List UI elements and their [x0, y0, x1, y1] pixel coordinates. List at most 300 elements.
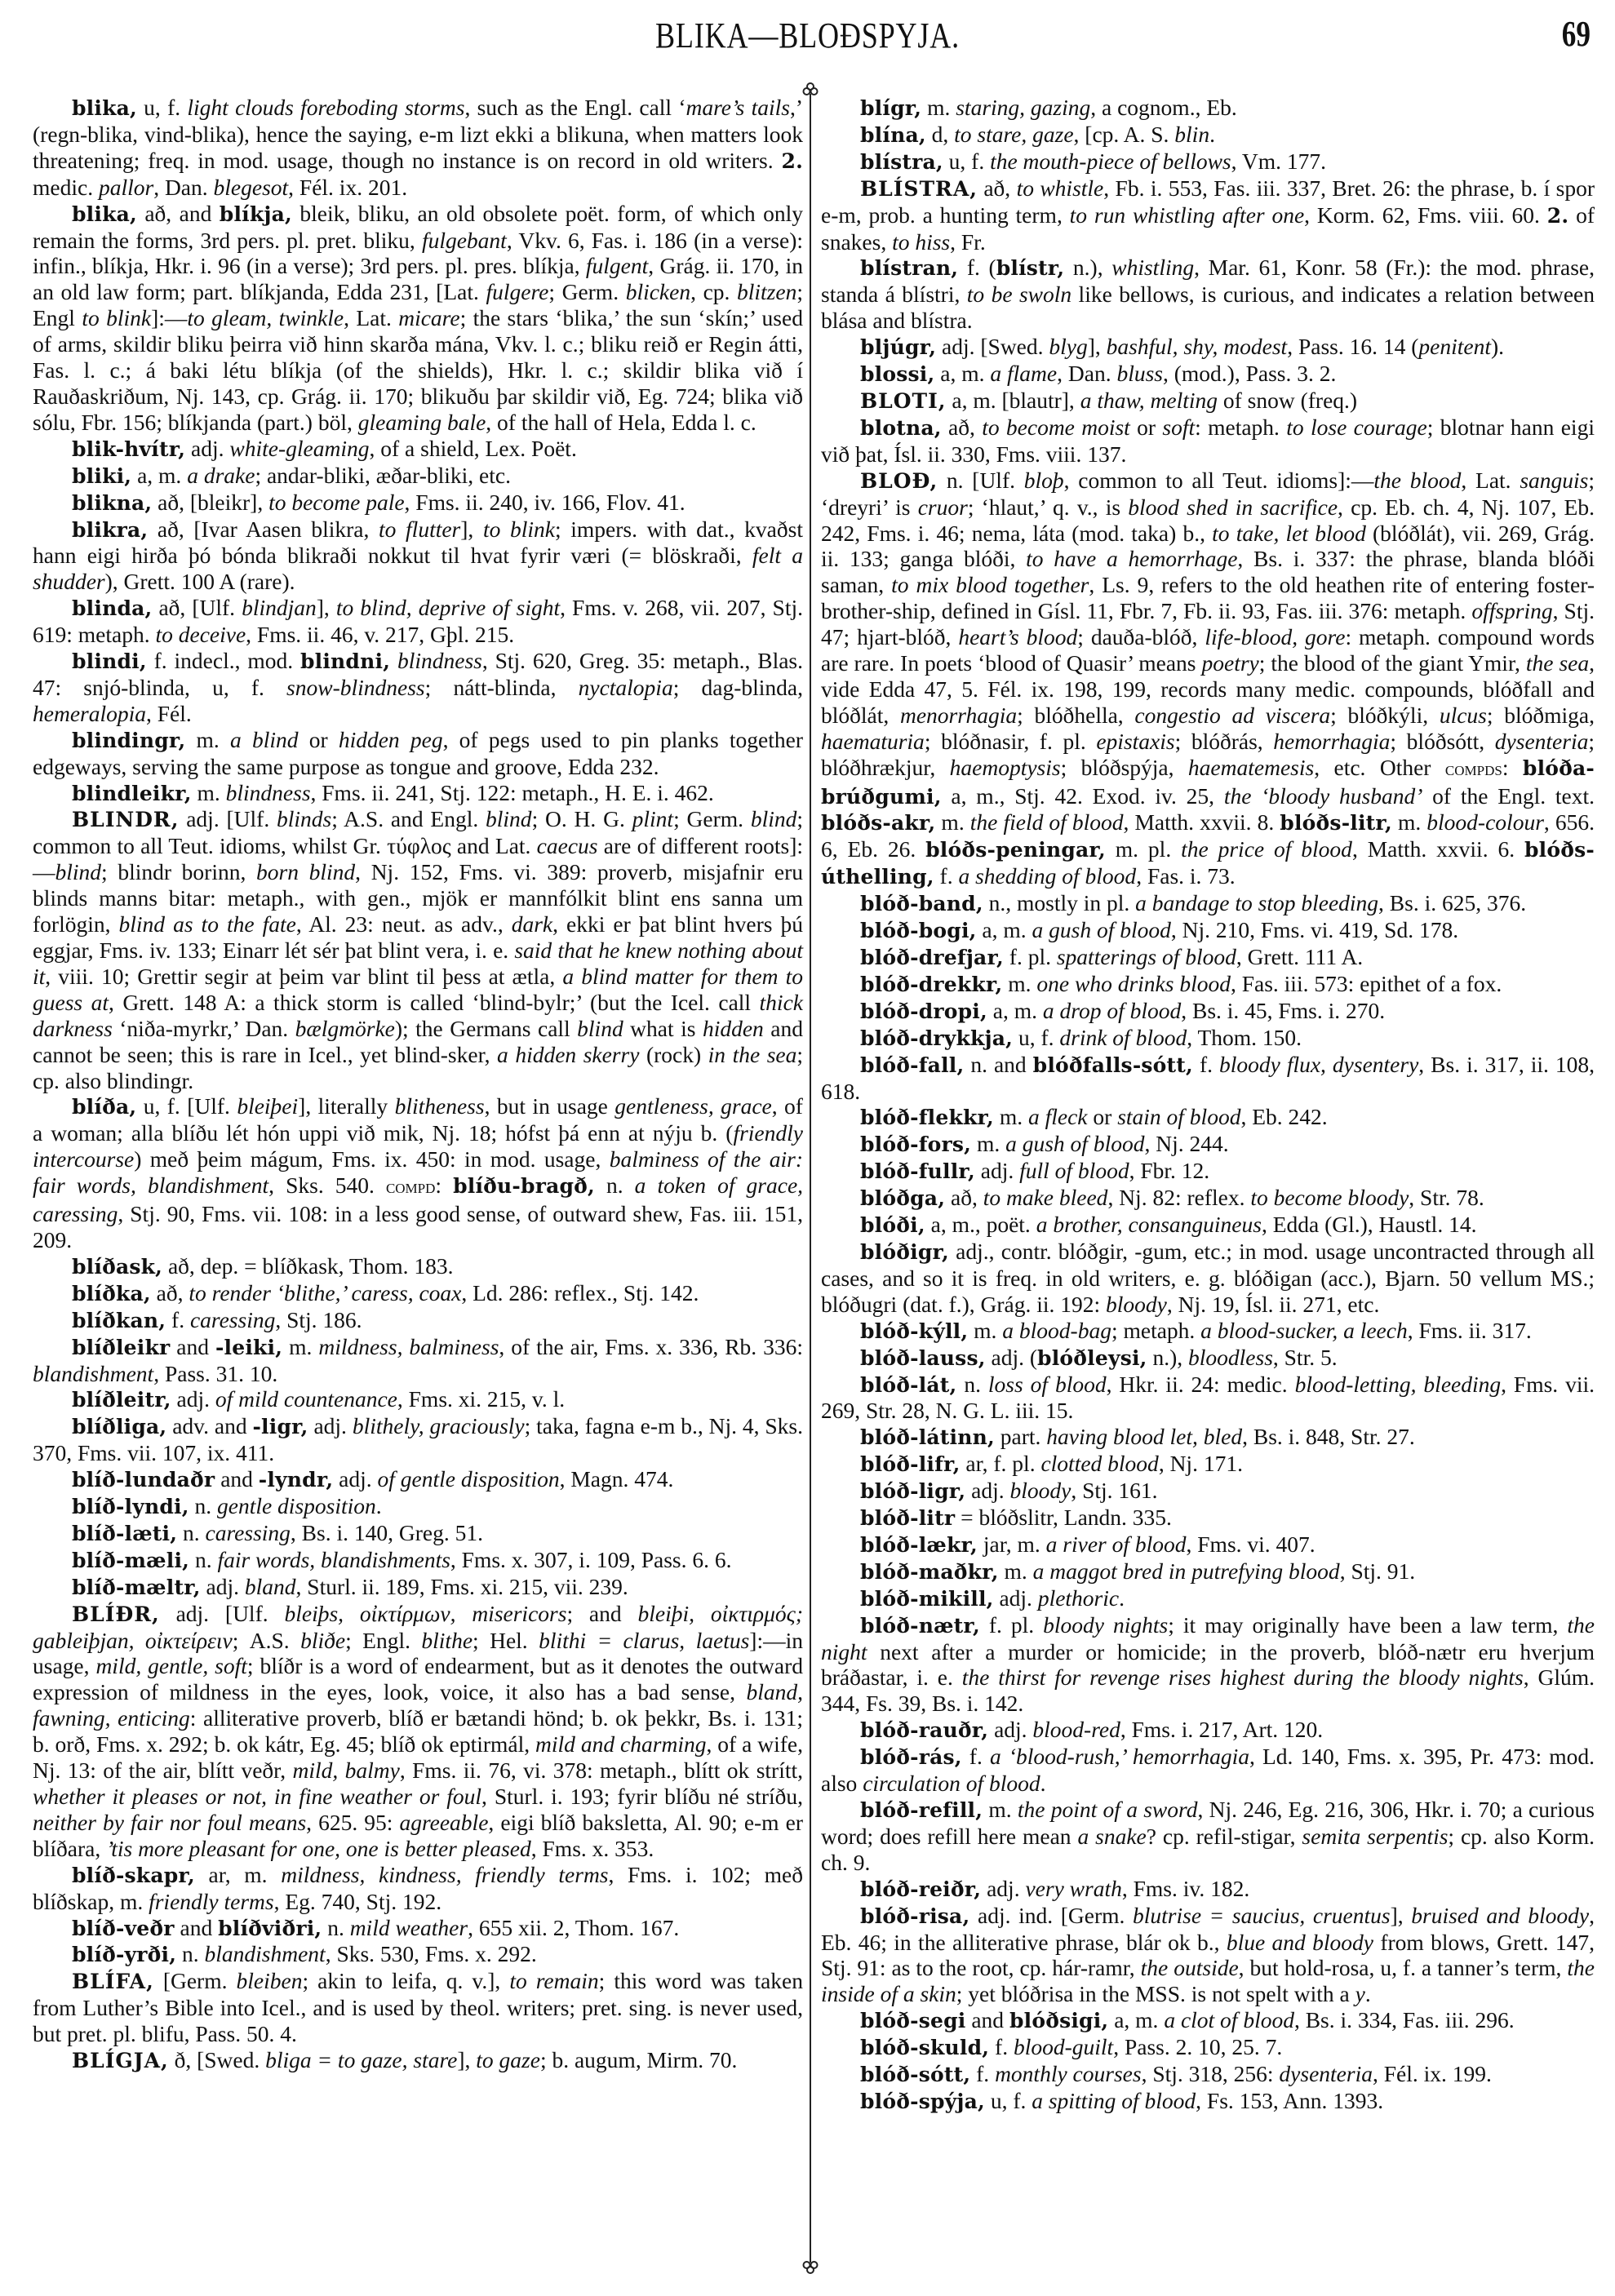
entry-text: : metaph. compound words are rare. In poets ‘blood of Quasir’ means — [821, 624, 1595, 676]
headword: blíð-veðr — [72, 1916, 175, 1940]
entry-text: , Ld. 140, Fms. x. 395, Pr. 473: mod. also — [821, 1744, 1595, 1797]
entry-text: m. — [983, 1797, 1018, 1822]
entry-text: , Glúm. 344, Fs. 39, Bs. i. 142. — [821, 1664, 1595, 1717]
gloss-italic: blutrise = saucius, cruentus — [1133, 1902, 1391, 1928]
entry-text: or — [1087, 1104, 1118, 1130]
entry-text: ; blóðsótt, — [1390, 728, 1495, 754]
headword: blindleikr, — [72, 781, 192, 805]
entry-text: , Fms. iv. 182. — [1121, 1875, 1250, 1901]
dictionary-entry — [821, 1531, 1595, 1558]
dictionary-entry — [821, 890, 1595, 917]
gloss-italic: to run whistling after one — [1069, 202, 1305, 228]
dictionary-entry — [33, 1307, 803, 1334]
entry-text: m. — [921, 95, 956, 120]
entry-text: ; yet blóðrisa in the MSS. is not spelt with a — [956, 1981, 1355, 2007]
gloss-italic: a shedding of blood — [958, 863, 1137, 889]
entry-text: , such as the Engl. call ‘ — [464, 95, 686, 120]
entry-text: or — [1129, 414, 1163, 440]
gloss-italic: hidden — [702, 1015, 764, 1041]
entry-text: [Germ. — [153, 1968, 237, 1994]
entry-text: . — [375, 1493, 382, 1519]
headword: blístra, — [860, 149, 943, 174]
gloss-italic: offspring — [1471, 598, 1553, 624]
gloss-italic: clotted blood — [1040, 1451, 1159, 1477]
entry-text: ; Germ. — [673, 806, 751, 832]
headword: blossi, — [860, 362, 935, 387]
entry-text: ; the blood of the giant Ymir, — [1258, 650, 1526, 676]
gloss-italic: ulcus — [1439, 702, 1487, 728]
entry-text: (rock) — [639, 1041, 708, 1067]
entry-text: ; dag-blinda, — [672, 674, 803, 700]
gloss-italic: blegesot — [213, 174, 289, 200]
entry-text: jar, m. — [977, 1531, 1046, 1557]
gloss-italic: snow-blindness — [286, 674, 425, 700]
gloss-italic: bloody nights — [1043, 1611, 1169, 1638]
gloss-italic: blandishment — [204, 1941, 326, 1967]
gloss-italic: haematuria — [821, 728, 925, 754]
gloss-italic: to become pale — [268, 489, 405, 515]
entry-text: að, — [945, 1185, 983, 1211]
entry-text: f. — [970, 2061, 996, 2087]
entry-text: , Sturl. ii. 189, Fms. xi. 215, vii. 239. — [295, 1573, 628, 1599]
entry-text: a, m. — [987, 997, 1043, 1023]
entry-text: m. — [185, 726, 231, 752]
entry-text: , of a shield, Lex. Poët. — [369, 435, 577, 461]
headword: bljúgr, — [860, 335, 937, 360]
entry-text: m. — [993, 1104, 1028, 1130]
entry-text: m. — [971, 1131, 1006, 1157]
gloss-italic: blitheness — [394, 1093, 485, 1119]
entry-text: ]:— — [151, 305, 188, 331]
entry-text: , Fél. ix. 199. — [1372, 2061, 1492, 2087]
entry-text: ; b. augum, Mirm. 70. — [539, 2047, 738, 2073]
gloss-italic: haemoptysis — [949, 754, 1061, 780]
entry-text: next after a murder or homicide; in the proverb, blóð-nætr eru hverjum bráðastar, i. e. — [821, 1638, 1595, 1691]
headword: blindingr, — [72, 728, 186, 752]
entry-text: , Fms. i. 102; með blíðskap, m. — [33, 1861, 803, 1914]
entry-text: ; the stars ‘blika,’ the sun ‘skín;’ used of arms, skildir bliku þeirra við hinn skarða mána, Vkv. l. c.; bliku reið er Regin átti, Fas. l. c.; á baki létu blíkja (of the shields), Hkr. l. c.; skildir blika við í Rauðaskriðum, Nj. 143, cp. Grág. ii. 170; blikuðu þar skildir við, Eg. 724; blika við sólu, Fbr. 156; blíkjanda (part.) böl, — [33, 305, 803, 435]
headword: 2. — [781, 148, 803, 173]
entry-text: , Fms. ii. 240, iv. 166, Flov. 41. — [404, 489, 685, 515]
entry-text: and — [965, 2007, 1009, 2033]
dictionary-entry — [33, 727, 803, 780]
headword: blóð-flekkr, — [860, 1106, 994, 1130]
headword-root: BLOÐ, — [860, 468, 938, 493]
gloss-italic: blood-letting, bleeding — [1294, 1371, 1502, 1397]
entry-text: , Bs. i. 317, ii. 108, 618. — [821, 1051, 1595, 1104]
headword: blóð-ligr, — [860, 1479, 966, 1504]
entry-text: u, f. — [943, 148, 991, 174]
gloss-italic: caecus — [536, 833, 598, 859]
headword: 2. — [1546, 203, 1569, 228]
gloss-italic: white-gleaming — [229, 435, 370, 461]
entry-text: adj. — [988, 1717, 1033, 1743]
dictionary-entry — [821, 255, 1595, 334]
gloss-italic: plethoric — [1037, 1585, 1120, 1611]
headword: blíðask, — [72, 1254, 163, 1279]
entry-text: ; ‘dreyri’ is — [821, 467, 1595, 520]
entry-text: adj. — [981, 1875, 1026, 1901]
entry-text: , Stj. 47; hjart-blóð, — [821, 598, 1595, 650]
headword: blíðviðri, — [218, 1916, 322, 1940]
gloss-italic: the blood — [1373, 467, 1462, 493]
entry-text: (blóðlát), vii. 269, Grág. ii. 133; ganga blóði, — [821, 520, 1595, 572]
gloss-italic: blood-guilt — [1013, 2034, 1114, 2060]
gloss-italic: dysenteria — [1494, 728, 1589, 754]
entry-text: að, [Ulf. — [152, 595, 242, 621]
entry-text: , Bs. i. 334, Fas. iii. 296. — [1293, 2007, 1515, 2033]
gloss-italic: friendly terms — [149, 1888, 274, 1914]
gloss-italic: having blood let, bled — [1046, 1424, 1243, 1450]
gloss-italic: bleiþs, οἰκτίρμων, misericors — [284, 1600, 567, 1626]
entry-text: ) með þeim mágum, Fms. ix. 450: in mod. usage, — [134, 1146, 610, 1172]
dictionary-entry — [33, 436, 803, 463]
gloss-italic: gentle disposition — [216, 1493, 376, 1519]
dictionary-entry — [33, 1862, 803, 1915]
entry-text: n., mostly in pl. — [983, 890, 1136, 916]
headword: blóð-dropi, — [860, 999, 987, 1023]
entry-text: ; A.S. — [232, 1627, 301, 1653]
headword: blóð-fors, — [860, 1132, 972, 1157]
entry-text: medic. — [33, 174, 99, 200]
entry-text: að, — [941, 414, 983, 440]
gloss-italic: the sea — [1525, 650, 1590, 676]
gloss-italic: neither by fair nor foul means — [33, 1809, 307, 1835]
gloss-italic: to blind, deprive of sight — [335, 595, 561, 621]
entry-text: , Thom. 150. — [1187, 1024, 1302, 1050]
entry-text: ; it may originally have been a law term, — [1168, 1611, 1568, 1638]
headword: blístran, — [860, 256, 959, 281]
entry-text: n. — [189, 1493, 217, 1519]
entry-text: ; blóðrás, — [1174, 728, 1274, 754]
entry-text: f. — [989, 2034, 1014, 2060]
entry-text: , Fms. x. 353. — [530, 1835, 654, 1861]
gloss-italic: caressing — [189, 1306, 276, 1332]
entry-text: að, — [150, 1279, 189, 1305]
entry-text: ; ‘hlaut,’ q. v., is — [967, 494, 1129, 520]
gloss-italic: hemorrhagia — [1273, 728, 1391, 754]
headword: blóði, — [860, 1213, 925, 1238]
entry-text: , Ls. 9, refers to the old heathen rite of entering foster-brother-ship, defined in Gísl. 11, Fbr. 7, Fb. ii. 93, Fas. iii. 376: metaph. — [821, 572, 1595, 624]
entry-text: , Sks. 540. — [268, 1172, 386, 1199]
gloss-italic: blue and bloody — [1226, 1929, 1373, 1955]
dictionary-entry — [821, 1318, 1595, 1345]
entry-text: , Stj. 90, Fms. vii. 108: in a less good sense, of outward shew, Fas. iii. 151, 209. — [33, 1201, 803, 1252]
gloss-italic: haematemesis — [1187, 754, 1315, 780]
entry-text: f. pl. — [1003, 944, 1057, 969]
entry-text: , Vm. 177. — [1231, 148, 1327, 174]
gloss-italic: staring, gazing — [956, 95, 1091, 120]
entry-text: u, f. — [1013, 1024, 1060, 1050]
dictionary-entry — [33, 1334, 803, 1387]
entry-text: að, dep. = blíðkask, Thom. 183. — [162, 1252, 454, 1279]
gloss-italic: a ‘blood-rush,’ hemorrhagia — [989, 1744, 1249, 1770]
gloss-italic: mare’s tails — [685, 95, 790, 120]
entry-text: f. — [961, 1744, 990, 1770]
entry-text: , Lat. — [1461, 467, 1520, 493]
headword: blóðga, — [860, 1186, 946, 1211]
headword: blóð-spýja, — [860, 2089, 985, 2113]
headword: blístr, — [996, 256, 1065, 281]
entry-text: : — [435, 1172, 454, 1199]
dictionary-entry — [33, 1941, 803, 1968]
entry-text: , Pass. 16. 14 ( — [1287, 334, 1419, 360]
headword: blindi, — [72, 649, 147, 674]
headword-root: BLOTI, — [860, 388, 947, 413]
entry-text: , Fms. ii. 46, v. 217, Gþl. 215. — [246, 622, 515, 648]
entry-text: , Grett. 148 A: a thick storm is called ‘blind-bylr;’ (but the Icel. call — [108, 989, 760, 1015]
entry-text: ], — [457, 2047, 477, 2073]
entry-text: adj. [Swed. — [936, 334, 1049, 360]
dictionary-entry — [821, 175, 1595, 255]
gloss-italic: to be swoln — [966, 281, 1072, 308]
gloss-italic: fulgere — [486, 279, 549, 305]
headword: blíðu-bragð, — [453, 1174, 595, 1199]
headword: blóð-skuld, — [860, 2036, 990, 2060]
entry-text: , Bs. i. 625, 376. — [1378, 890, 1527, 916]
headword: blíð-lyndi, — [72, 1495, 189, 1519]
gloss-italic: blind — [577, 1015, 623, 1041]
entry-text: ? cp. refil-stigar, — [1146, 1823, 1302, 1849]
small-caps-label: compd — [385, 1177, 436, 1199]
gloss-italic: bloodless — [1188, 1344, 1273, 1370]
entry-text: , Nj. 171. — [1158, 1451, 1243, 1477]
dictionary-entry — [821, 1876, 1595, 1903]
entry-text: , ekki er þat blint hvers þú eggjar, Fms. iv. 133; Einarr lét sér þat blint vera, i. e. — [33, 911, 803, 963]
entry-text: ], — [316, 595, 336, 621]
gloss-italic: stain of blood — [1117, 1104, 1241, 1130]
gloss-italic: agreeable — [399, 1809, 489, 1835]
entry-text: n. — [189, 1546, 218, 1572]
headword: blóð-fall, — [860, 1053, 965, 1077]
entry-text: ; cp. also blindingr. — [33, 1041, 803, 1093]
gloss-italic: a snake — [1077, 1823, 1147, 1849]
headword: -lyndr, — [258, 1468, 334, 1492]
headword-root: BLÍSTRA, — [860, 176, 978, 201]
gloss-italic: blithi = clarus, laetus — [539, 1627, 750, 1653]
gloss-italic: fair words, blandishments — [217, 1546, 450, 1572]
gloss-italic: blindjan — [242, 595, 317, 621]
entry-text: , Fél. ix. 201. — [288, 174, 408, 200]
headword: blóðleysi, — [1037, 1345, 1147, 1370]
gloss-italic: life-blood, gore — [1205, 624, 1346, 650]
dictionary-entry — [821, 1451, 1595, 1478]
gloss-italic: to make bleed — [983, 1185, 1108, 1211]
gloss-italic: blindness — [397, 648, 482, 674]
entry-text: : — [1502, 754, 1523, 780]
headword: blóða-brúðgumi, — [821, 756, 1595, 809]
entry-text: að, — [977, 175, 1017, 201]
headword: blíðliga, — [72, 1415, 167, 1439]
entry-text: , of the air, Fms. x. 336, Rb. 336: — [499, 1333, 804, 1359]
entry-text: ar, m. — [194, 1861, 282, 1887]
dictionary-entry — [821, 2061, 1595, 2088]
gloss-italic: the ‘bloody husband’ — [1223, 782, 1423, 809]
gloss-italic: blinds — [277, 806, 332, 832]
entry-text: , Matth. xxvii. 6. — [1351, 836, 1524, 862]
entry-text: n. — [956, 1371, 988, 1397]
entry-text: m. — [282, 1333, 319, 1359]
gloss-italic: mild, balmy — [292, 1757, 400, 1784]
entry-text: ), Grett. 100 A (rare). — [104, 569, 295, 595]
entry-text: ; blotnar hann eigi við þat, Ísl. ii. 330, Fms. viii. 137. — [821, 414, 1595, 467]
entry-text: f. — [1192, 1051, 1219, 1077]
gloss-italic: to mix blood together — [891, 572, 1089, 598]
gloss-italic: bleiben — [236, 1968, 303, 1994]
headword: blóð-mikill, — [860, 1586, 994, 1611]
entry-text: , Nj. 210, Fms. vi. 419, Sd. 178. — [1170, 917, 1459, 943]
gloss-italic: the thirst for revenge rises highest during the bloody nights — [961, 1664, 1524, 1691]
entry-text: , Eb. 242. — [1240, 1104, 1328, 1130]
entry-text: , Fél. — [146, 700, 192, 726]
entry-text: , Nj. 19, Ísl. ii. 271, etc. — [1166, 1291, 1380, 1317]
headword: blóð-litr — [860, 1506, 956, 1531]
gloss-italic: to whistle — [1016, 175, 1104, 201]
gloss-italic: blood-colour — [1426, 809, 1544, 836]
right-column — [821, 95, 1595, 2115]
dictionary-entry — [821, 1585, 1595, 1612]
entry-text: , Magn. 474. — [559, 1466, 674, 1492]
gloss-italic: to flutter — [379, 516, 461, 542]
entry-text: n. — [177, 1519, 206, 1545]
entry-text: . — [1040, 1771, 1046, 1797]
headword: blinda, — [72, 596, 153, 621]
entry-text: are of different roots]:— — [33, 833, 803, 885]
dictionary-entry — [821, 1903, 1595, 2008]
entry-text: , Eg. 740, Stj. 192. — [273, 1888, 442, 1914]
dictionary-entry — [821, 388, 1595, 414]
gloss-italic: a gush of blood — [1032, 917, 1171, 943]
gloss-italic: blind — [55, 859, 102, 885]
entry-text: ; blóðhella, — [1017, 702, 1135, 728]
entry-text: , Dan. — [1057, 361, 1117, 387]
entry-text: ; this word was taken from Luther’s Bible into Icel., and is used by theol. writers; pret. sing. is never used, but pret. pl. blifu, Pass. 50. 4. — [33, 1968, 803, 2047]
entry-text: , Fb. i. 553, Fas. iii. 337, Bret. 26: the phrase, b. í spor e-m, prob. a hunting term, — [821, 175, 1595, 228]
dictionary-entry — [821, 334, 1595, 361]
entry-text: ); the Germans call — [394, 1015, 578, 1041]
gloss-italic: bland, fawning, enticing — [33, 1679, 803, 1731]
entry-text: f. pl. — [979, 1611, 1044, 1638]
gloss-italic: friendly intercourse — [33, 1120, 803, 1172]
entry-text: ; cp. also Korm. ch. 9. — [821, 1823, 1595, 1875]
headword: blóðs-akr, — [821, 811, 936, 836]
headword: blóð-látinn, — [860, 1425, 995, 1450]
dictionary-entry — [33, 1280, 803, 1307]
gloss-italic: felt a shudder — [33, 543, 803, 595]
entry-text: , vide Edda 47, 5. Fél. ix. 198, 199, records many medic. compounds, blóðfall and blóðlát, — [821, 650, 1595, 728]
gloss-italic: a drake — [187, 462, 255, 488]
gloss-italic: to lose courage — [1286, 414, 1427, 440]
gloss-italic: a token of grace, caressing — [33, 1172, 804, 1227]
gloss-italic: blind — [486, 806, 532, 832]
dictionary-entry — [821, 1052, 1595, 1105]
headword: blíðka, — [72, 1281, 151, 1305]
entry-text: ). — [1490, 334, 1505, 360]
gloss-italic: bluss — [1116, 361, 1163, 387]
entry-text: , Fs. 153, Ann. 1393. — [1196, 2087, 1384, 2113]
headword: blíðkan, — [72, 1308, 166, 1332]
headword: blóðigr, — [860, 1239, 949, 1264]
gloss-italic: bloody — [1009, 1478, 1071, 1504]
headword: blíð-yrði, — [72, 1943, 177, 1967]
gloss-italic: a fleck — [1027, 1104, 1088, 1130]
entry-text: from blows, Grett. 147, Stj. 91: as to the root, cp. hár-ramr, — [821, 1929, 1595, 1981]
gloss-italic: blyg — [1049, 334, 1088, 360]
gloss-italic: hemeralopia — [33, 700, 147, 726]
entry-text: , Stj. 161. — [1071, 1478, 1158, 1504]
dictionary-entry — [33, 201, 803, 436]
headword: blóð-reiðr, — [860, 1877, 982, 1901]
entry-text: ]:—in usage, — [33, 1627, 803, 1679]
entry-text: m. — [935, 809, 970, 836]
gloss-italic: dysenteria — [1279, 2061, 1373, 2087]
dictionary-entry — [821, 1478, 1595, 1505]
headword: blóð-maðkr, — [860, 1559, 999, 1584]
entry-text: adj. — [185, 435, 230, 461]
dictionary-entry — [821, 998, 1595, 1025]
headword: blóð-bogi, — [860, 919, 977, 943]
entry-text: f. ( — [958, 255, 996, 281]
page-number: 69 — [1561, 14, 1591, 54]
gloss-italic: one who drinks blood — [1036, 970, 1231, 996]
gloss-italic: dark — [511, 911, 553, 937]
entry-text: , of the hall of Hela, Edda l. c. — [486, 409, 756, 435]
entry-text: , Bs. i. 848, Str. 27. — [1242, 1424, 1415, 1450]
gloss-italic: a maggot bred in putrefying blood — [1032, 1558, 1340, 1584]
entry-text: . — [1209, 121, 1215, 147]
entry-text: , Ld. 286: reflex., Stj. 142. — [461, 1279, 699, 1305]
headword: -ligr, — [252, 1415, 308, 1439]
gloss-italic: soft — [1162, 414, 1196, 440]
entry-text: adj. — [200, 1573, 245, 1599]
entry-text: , Nj. 246, Eg. 216, 306, Hkr. i. 70; a curious word; does refill here mean — [821, 1797, 1595, 1849]
dictionary-entry — [821, 95, 1595, 122]
entry-text: , Bs. i. 337: the phrase, blanda blóði saman, — [821, 546, 1595, 598]
dictionary-entry — [821, 1424, 1595, 1451]
gloss-italic: poetry — [1201, 650, 1259, 676]
dictionary-entry — [33, 463, 803, 490]
dictionary-entry — [33, 1466, 803, 1493]
dictionary-entry — [33, 1413, 803, 1466]
dictionary-entry — [821, 971, 1595, 998]
entry-text: a, m. [blautr], — [946, 387, 1080, 413]
gloss-italic: in the sea — [708, 1041, 797, 1067]
entry-text: ; taka, fagna e-m b., Nj. 4, Sks. 370, Fms. vii. 107, ix. 411. — [33, 1413, 804, 1466]
left-column — [33, 95, 803, 2074]
entry-text: , Nj. 152, Fms. vi. 389: proverb, misjafnir eru blinds manns bitar: metaph., with gen., mjök er mannfólkit blint ens sanna um forlögin, — [33, 859, 803, 937]
headword: blik-hvítr, — [72, 437, 186, 461]
entry-text: að, [bleikr], — [152, 489, 269, 515]
gloss-italic: to gaze — [476, 2047, 540, 2073]
dictionary-entry — [821, 944, 1595, 971]
entry-text: a, m. — [976, 917, 1032, 943]
dictionary-entry — [821, 917, 1595, 944]
entry-text: ar, f. pl. — [960, 1451, 1041, 1477]
entry-text: = blóðslitr, Landn. 335. — [955, 1505, 1172, 1531]
entry-text: : metaph. — [1195, 414, 1287, 440]
headword: blotna, — [860, 415, 942, 440]
dictionary-entry — [821, 414, 1595, 468]
headword: blíðleikr — [72, 1335, 171, 1359]
gloss-italic: micare — [398, 305, 460, 331]
entry-text: ; blóðspýja, — [1060, 754, 1188, 780]
dictionary-entry — [821, 1025, 1595, 1052]
entry-text: d, — [925, 121, 955, 147]
headword: blíð-læti, — [72, 1521, 178, 1545]
entry-text: ; O. H. G. — [531, 806, 632, 832]
gloss-italic: penitent — [1418, 334, 1491, 360]
entry-text: , 625. 95: — [306, 1809, 400, 1835]
